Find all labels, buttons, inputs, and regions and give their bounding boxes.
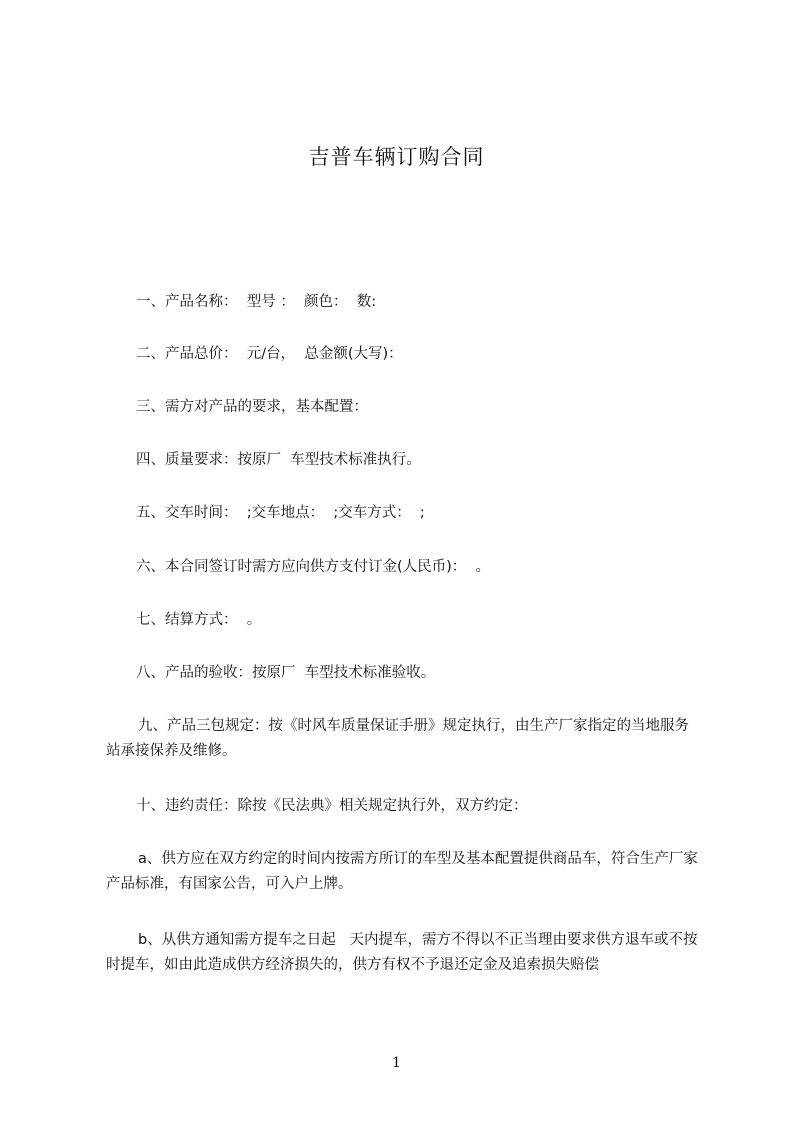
clause-10b: b、从供方通知需方提车之日起 天内提车，需方不得以不正当理由要求供方退车或不按时提车，如由此造成供方经济损失的，供方有权不予退还定金及追索损失赔偿 bbox=[106, 932, 698, 973]
clause-10a: a、供方应在双方约定的时间内按需方所订的车型及基本配置提供商品车，符合生产厂家产品标准，有国家公告，可入户上牌。 bbox=[106, 851, 698, 892]
document-title: 吉普车辆订购合同 bbox=[308, 145, 485, 169]
clause-2-total-price: 二、产品总价： 元/台， 总金额(大写)： bbox=[136, 346, 403, 362]
clause-4-quality: 四、质量要求：按原厂 车型技术标准执行。 bbox=[136, 452, 421, 468]
clause-10-liability: 十、违约责任：除按《民法典》相关规定执行外，双方约定： bbox=[136, 798, 528, 814]
clause-6-deposit: 六、本合同签订时需方应向供方支付订金(人民币)： 。 bbox=[136, 559, 491, 575]
clause-9-warranty: 九、产品三包规定：按《时风车质量保证手册》规定执行，由生产厂家指定的当地服务站承接保养及维修。 bbox=[106, 718, 689, 759]
clause-8-acceptance: 八、产品的验收：按原厂 车型技术标准验收。 bbox=[136, 665, 436, 681]
clause-5-delivery: 五、交车时间： ;交车地点： ;交车方式： ; bbox=[136, 505, 425, 521]
clause-1-product-name: 一、产品名称： 型号 ： 颜色： 数: bbox=[136, 294, 377, 310]
clause-7-settlement: 七、结算方式： 。 bbox=[136, 612, 262, 628]
clause-3-requirements: 三、需方对产品的要求，基本配置： bbox=[136, 399, 368, 415]
page-number: 1 bbox=[392, 1055, 401, 1071]
